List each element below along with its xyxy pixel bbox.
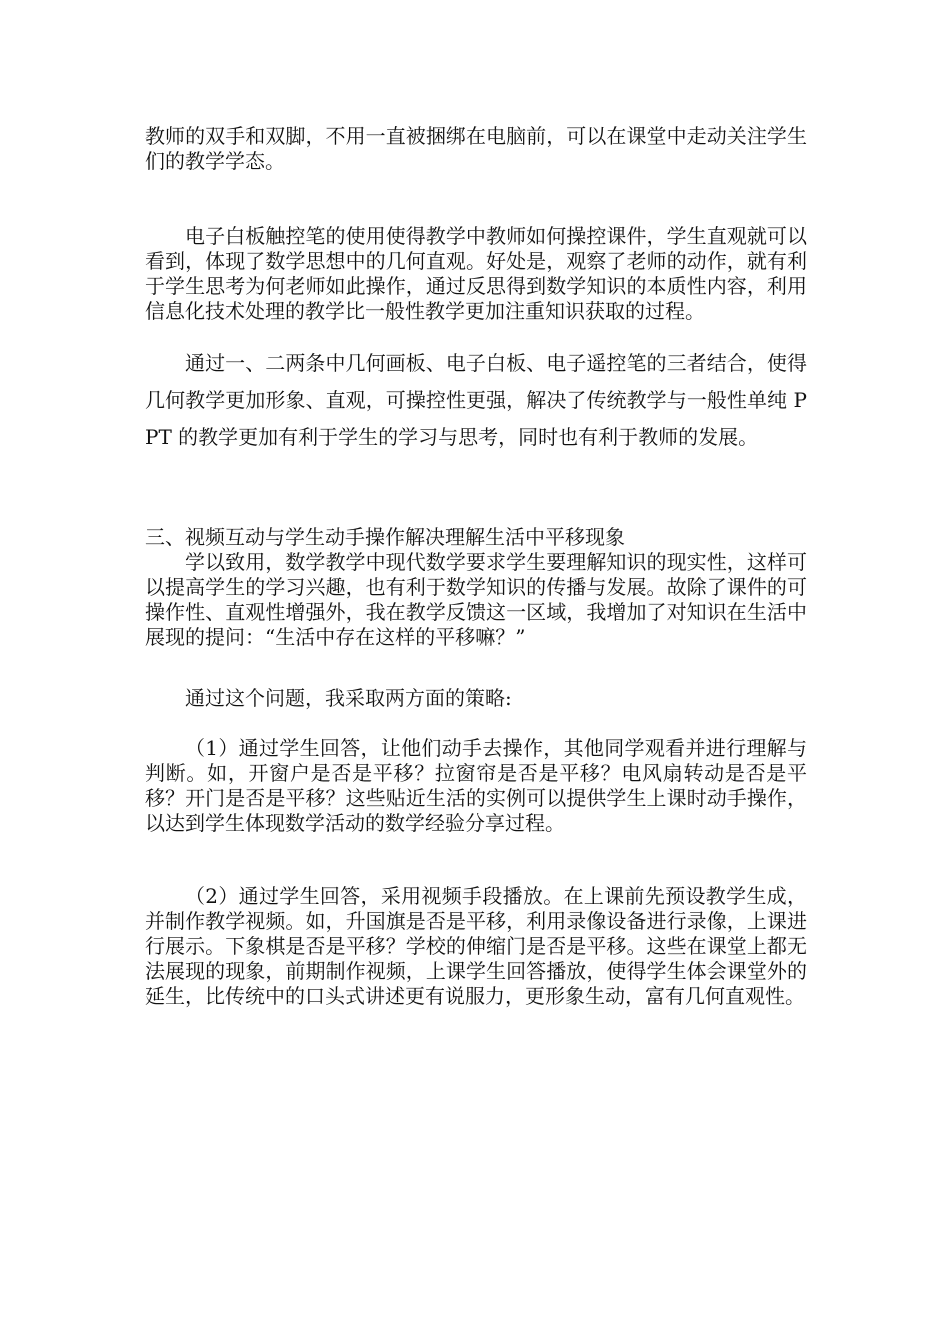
paragraph-application: 学以致用，数学教学中现代数学要求学生要理解知识的现实性，这样可以提高学生的学习兴趣，也有利于数学知识的传播与发展。故除了课件的可操作性、直观性增强外，我在教学反馈这一区域，我增加了对知识在生活中展现的提问：“生活中存在这样的平移嘛？” (145, 550, 807, 649)
section-heading-3: 三、视频互动与学生动手操作解决理解生活中平移现象 (145, 525, 625, 549)
paragraph-strategy-intro: 通过这个问题，我采取两方面的策略: (185, 686, 512, 710)
paragraph-whiteboard-pen: 电子白板触控笔的使用使得教学中教师如何操控课件，学生直观就可以看到，体现了数学思想中的几何直观。好处是，观察了老师的动作，就有利于学生思考为何老师如此操作，通过反思得到数学知识的本质性内容，利用信息化技术处理的教学比一般性教学更加注重知识获取的过程。 (145, 224, 807, 323)
paragraph-continuation: 教师的双手和双脚，不用一直被捆绑在电脑前，可以在课堂中走动关注学生们的教学学态。 (145, 124, 807, 173)
paragraph-strategy-2: （2）通过学生回答，采用视频手段播放。在上课前先预设教学生成，并制作教学视频。如，升国旗是否是平移，利用录像设备进行录像，上课进行展示。下象棋是否是平移？学校的伸缩门是否是平移。这些在课堂上都无法展现的现象，前期制作视频，上课学生回答播放，使得学生体会课堂外的延生，比传统中的口头式讲述更有说服力，更形象生动，富有几何直观性。 (145, 884, 807, 1008)
paragraph-strategy-1: （1）通过学生回答，让他们动手去操作，其他同学观看并进行理解与判断。如，开窗户是否是平移？拉窗帘是否是平移？电风扇转动是否是平移？开门是否是平移？这些贴近生活的实例可以提供学生上课时动手操作，以达到学生体现数学活动的数学经验分享过程。 (145, 736, 807, 835)
paragraph-combination: 通过一、二两条中几何画板、电子白板、电子遥控笔的三者结合，使得几何教学更加形象、直观，可操控性更强，解决了传统教学与一般性单纯 PPT 的教学更加有利于学生的学习与思考，同时也有利于教师的发展。 (145, 351, 807, 449)
